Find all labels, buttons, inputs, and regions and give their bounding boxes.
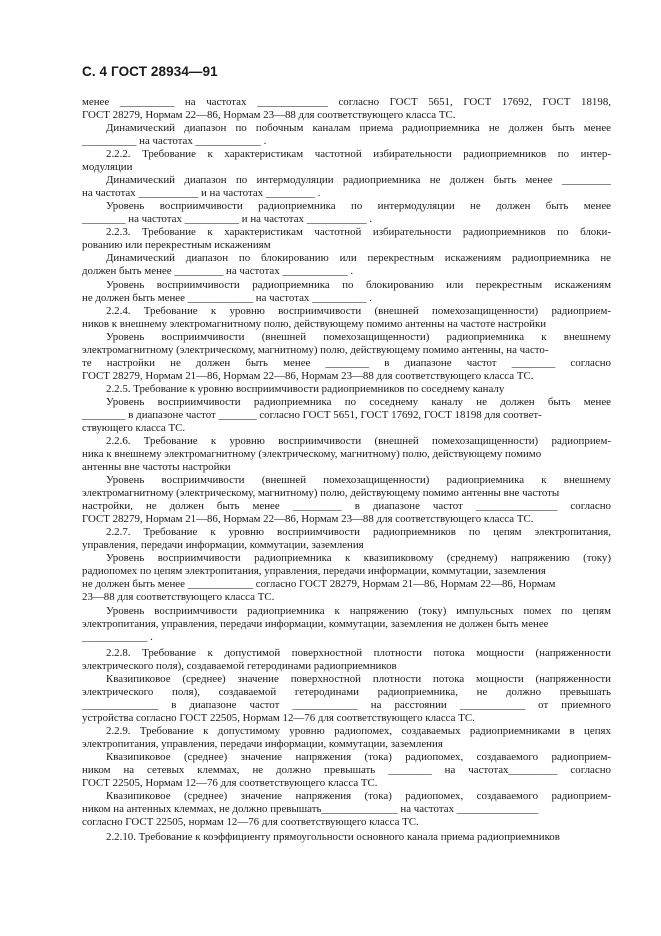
text-line: 2.2.9. Требование к допустимому уровню радиопомех, создаваемых радиоприемниками в цепях [106,725,611,737]
text-line: Квазипиковое (среднее) значение напряжения (тока) радиопомех, создаваемого радиоприем- [106,751,611,763]
text-line: Уровень восприимчивости радиоприемника по блокированию или перекрестным искажениям [106,279,611,291]
text-line: электропитания, управления, передачи информации, коммутации, заземления [82,738,443,750]
text-line: ником на антенных клеммах, не должно превышать______________ на частотах _______________ [82,803,539,815]
text-line: настройки, не должен быть менее _________ в диапазоне частот _______________ согласно [82,500,611,512]
text-line: Динамический диапазон по побочным каналам приема радиоприемника не должен быть менее [106,122,611,134]
text-line: 2.2.2. Требование к характеристикам частотной избирательности радиоприемников по интер- [106,148,611,160]
text-line: ________ на частотах __________ и на частотах ___________ . [82,213,373,225]
page-header: С. 4 ГОСТ 28934—91 [82,64,218,79]
text-line: 23—88 для соответствующего класса ТС. [82,591,275,603]
text-line: электрического поля), создаваемой гетеродинами радиоприемника, не должно превышать [82,686,611,698]
text-line: устройства согласно ГОСТ 22505, Нормам 12—76 для соответствующего класса ТС. [82,712,475,724]
text-line: электропитания, управления, передачи информации, коммутации, заземления не должен быть менее [82,618,549,630]
text-line: ником на сетевых клеммах, не должно превышать ________ на частотах_________ согласно [82,764,611,776]
text-line: модуляции [82,161,133,173]
text-line: ника к внешнему электромагнитному (электрическому, магнитному) полю, действующему помимо [82,448,542,460]
text-line: 2.2.4. Требование к уровню восприимчивости (внешней помехозащищенности) радиоприем- [106,305,611,317]
text-line: согласно ГОСТ 22505, нормам 12—76 для соответствующего класса ТС. [82,816,419,828]
text-line: не должен быть менее ____________ на частотах __________ . [82,292,372,304]
text-line: на частотах ___________ и на частотах _________ . [82,187,321,199]
text-line: ____________ . [82,631,153,643]
text-line: Квазипиковое (среднее) значение напряжения (тока) радиопомех, создаваемого радиоприем- [106,790,611,802]
text-line: Уровень восприимчивости радиоприемника по соседнему каналу не должен быть менее [106,396,611,408]
text-line: те настройки не должен быть менее ________ в диапазоне частот ________ согласно [82,357,611,369]
text-line: ГОСТ 22505, Нормам 12—76 для соответствующего класса ТС. [82,777,378,789]
text-line: рованию или перекрестным искажениям [82,239,271,251]
text-line: ________ в диапазоне частот _______ согласно ГОСТ 5651, ГОСТ 17692, ГОСТ 18198 для соответ- [82,409,542,421]
text-line: электромагнитному (электрическому, магнитному) полю, действующему помимо антенны, на часто- [82,344,549,356]
text-line: Уровень восприимчивости (внешней помехозащищенности) радиоприемника к внешнему [106,474,611,486]
text-line: Динамический диапазон по интермодуляции радиоприемника не должен быть менее _________ [106,174,611,186]
text-line: 2.2.6. Требование к уровню восприимчивости (внешней помехозащищенности) радиоприем- [106,435,611,447]
text-line: не должен быть менее ____________ согласно ГОСТ 28279, Нормам 21—86, Нормам 22—86, Нормам [82,578,556,590]
text-line: антенны вне частоты настройки [82,461,231,473]
text-line: 2.2.3. Требование к характеристикам частотной избирательности радиоприемников по блоки- [106,226,611,238]
text-line: ствующего класса ТС. [82,422,186,434]
text-line: ГОСТ 28279, Нормам 21—86, Нормам 22—86, Нормам 23—88 для соответствующего класса ТС. [82,513,534,525]
text-line: 2.2.5. Требование к уровню восприимчивости радиоприемников по соседнему каналу [106,383,505,395]
text-line: ГОСТ 28279, Нормам 21—86, Нормам 22—86, Нормам 23—88 для соответствующего класса ТС. [82,370,534,382]
text-line: электромагнитному (электрическому, магнитному) полю, действующему помимо антенны вне частоты [82,487,560,499]
text-line: радиопомех по цепям электропитания, управления, передачи информации, коммутации, заземления [82,565,546,577]
text-line: Уровень восприимчивости радиоприемника по интермодуляции не должен быть менее [106,200,611,212]
text-line: Уровень восприимчивости радиоприемника к квазипиковому (среднему) напряжению (току) [106,552,611,564]
text-line: 2.2.8. Требование к допустимой поверхностной плотности потока мощности (напряженности [106,647,611,659]
text-line: ников к внешнему электромагнитному полю, действующему помимо антенны на частоте настройки [82,318,547,330]
text-line: менее __________ на частотах _____________ согласно ГОСТ 5651, ГОСТ 17692, ГОСТ 18198, [82,96,611,108]
text-line: ______________ в диапазоне частот ____________ на расстоянии ____________ от приемного [82,699,611,711]
text-line: ГОСТ 28279, Нормам 22—86, Нормам 23—88 для соответствующего класса ТС. [82,109,456,121]
text-line: Уровень восприимчивости радиоприемника к напряжению (току) импульсных помех по цепям [106,605,611,617]
text-line: 2.2.7. Требование к уровню восприимчивости радиоприемников по цепям электропитания, [106,526,611,538]
text-line: электрического поля), создаваемой гетеродинами радиоприемников [82,660,397,672]
text-line: 2.2.10. Требование к коэффициенту прямоугольности основного канала приема радиоприемников [106,831,560,843]
text-line: Уровень восприимчивости (внешней помехозащищенности) радиоприемника к внешнему [106,331,611,343]
text-line: должен быть менее _________ на частотах ____________ . [82,265,354,277]
text-line: __________ на частотах ____________ . [82,135,267,147]
text-line: Квазипиковое (среднее) значение поверхностной плотности потока мощности (напряженности [106,673,611,685]
text-line: Динамический диапазон по блокированию или перекрестным искажениям радиоприемника не [106,252,611,264]
text-line: управления, передачи информации, коммутации, заземления [82,539,364,551]
